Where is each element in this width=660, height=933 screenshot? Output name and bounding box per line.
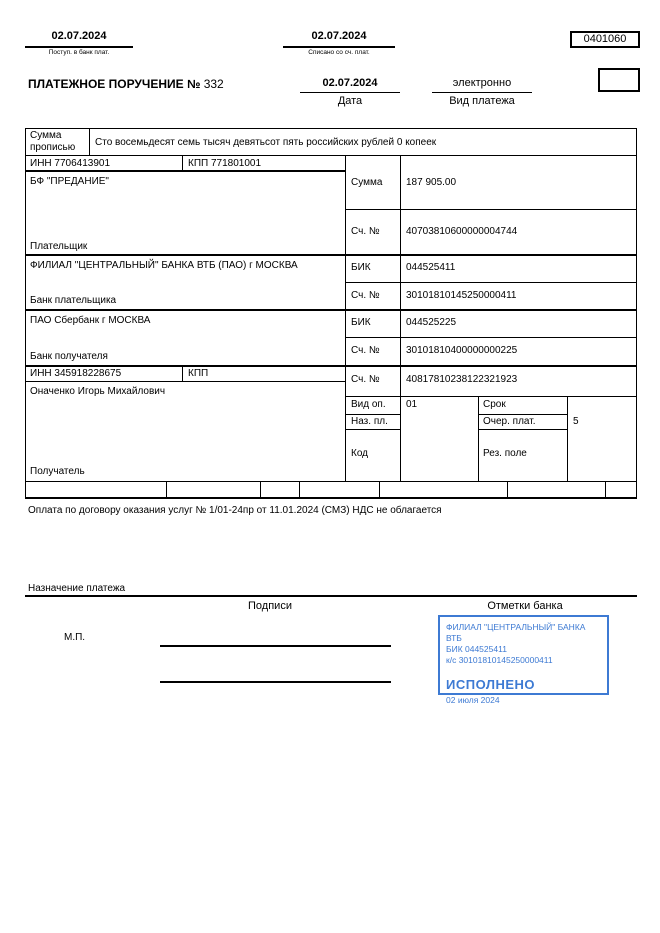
table-border bbox=[182, 155, 183, 171]
beneficiary-inn: ИНН 345918228675 bbox=[30, 368, 122, 379]
payer-label: Плательщик bbox=[30, 241, 88, 252]
payment-purpose-text: Оплата по договору оказания услуг № 1/01-24пр от 11.01.2024 (СМЗ) НДС не облагается bbox=[28, 505, 442, 516]
debited-date-value: 02.07.2024 bbox=[311, 30, 367, 42]
table-border bbox=[345, 155, 346, 481]
table-border bbox=[605, 481, 606, 497]
table-border bbox=[345, 282, 637, 283]
table-border bbox=[345, 429, 401, 430]
table-border bbox=[299, 481, 300, 497]
table-border bbox=[478, 414, 568, 415]
amount-words-value: Сто восемьдесят семь тысяч девятьсот пять российских рублей 0 копеек bbox=[95, 137, 437, 148]
stamp-bik: БИК 044525411 bbox=[446, 644, 507, 654]
payment-purpose-label: Назначение платежа bbox=[28, 583, 126, 594]
table-border bbox=[25, 481, 637, 482]
status-code-box bbox=[598, 68, 640, 92]
table-border bbox=[25, 254, 637, 256]
table-border bbox=[400, 155, 401, 481]
table-border bbox=[478, 396, 479, 481]
payment-kind-label: Вид платежа bbox=[449, 95, 515, 107]
table-border bbox=[25, 309, 637, 311]
table-border bbox=[166, 481, 167, 497]
beneficiary-bank-name: ПАО Сбербанк г МОСКВА bbox=[30, 315, 151, 326]
beneficiary-bank-label: Банк получателя bbox=[30, 351, 108, 362]
beneficiary-bank-bik: 044525225 bbox=[406, 317, 457, 328]
table-border bbox=[25, 155, 637, 156]
payer-inn: ИНН 7706413901 bbox=[30, 158, 111, 169]
payment-kind-underline bbox=[432, 92, 532, 93]
priority-label: Очер. плат. bbox=[483, 416, 536, 427]
table-border bbox=[25, 128, 637, 129]
beneficiary-account: 40817810238122321923 bbox=[406, 374, 518, 385]
table-border bbox=[636, 128, 637, 499]
table-border bbox=[25, 128, 26, 499]
bank-marks-label: Отметки банка bbox=[487, 600, 563, 612]
table-border bbox=[478, 429, 568, 430]
stamp-status: ИСПОЛНЕНО bbox=[446, 677, 536, 692]
doc-date-label: Дата bbox=[337, 95, 363, 107]
beneficiary-account-label: Сч. № bbox=[351, 374, 380, 385]
table-border bbox=[182, 365, 183, 381]
payer-bank-label: Банк плательщика bbox=[30, 295, 117, 306]
beneficiary-label: Получатель bbox=[30, 466, 85, 477]
amount-value: 187 905.00 bbox=[406, 177, 457, 188]
doc-date-underline bbox=[300, 92, 400, 93]
purpose-underline bbox=[25, 595, 637, 597]
document-title: ПЛАТЕЖНОЕ ПОРУЧЕНИЕ № bbox=[28, 77, 201, 91]
table-border bbox=[25, 381, 346, 382]
table-border bbox=[260, 481, 261, 497]
table-border bbox=[345, 337, 637, 338]
term-label: Срок bbox=[483, 399, 506, 410]
payer-bank-bik-label: БИК bbox=[351, 262, 371, 273]
table-border bbox=[89, 128, 90, 155]
op-kind-label: Вид оп. bbox=[351, 399, 386, 410]
received-date-value: 02.07.2024 bbox=[51, 30, 107, 42]
table-border bbox=[507, 481, 508, 497]
seal-place-label: М.П. bbox=[64, 632, 86, 643]
table-border bbox=[345, 209, 637, 210]
amount-words-label: Сумма прописью bbox=[30, 130, 76, 153]
beneficiary-bank-bik-label: БИК bbox=[351, 317, 371, 328]
table-border bbox=[25, 365, 637, 367]
table-border bbox=[379, 481, 380, 497]
table-border bbox=[25, 170, 346, 172]
reserve-field-label: Рез. поле bbox=[483, 448, 527, 459]
stamp-date: 02 июля 2024 bbox=[446, 695, 500, 705]
op-kind-value: 01 bbox=[406, 399, 418, 410]
doc-date-value: 02.07.2024 bbox=[322, 77, 378, 89]
beneficiary-name: Оначенко Игорь Михайлович bbox=[30, 386, 166, 397]
table-border bbox=[345, 414, 401, 415]
payer-name: БФ "ПРЕДАНИЕ" bbox=[30, 176, 109, 187]
document-number: 332 bbox=[203, 77, 224, 91]
form-code: 0401060 bbox=[583, 33, 627, 45]
beneficiary-kpp: КПП bbox=[188, 368, 209, 379]
payer-bank-bik: 044525411 bbox=[406, 262, 456, 273]
code-label: Код bbox=[351, 448, 369, 459]
payer-bank-account-label: Сч. № bbox=[351, 290, 380, 301]
stamp-corr-account: к/с 30101810145250000411 bbox=[446, 655, 553, 665]
table-border bbox=[567, 396, 568, 481]
payer-bank-name: ФИЛИАЛ "ЦЕНТРАЛЬНЫЙ" БАНКА ВТБ (ПАО) г МОСКВА bbox=[30, 260, 298, 271]
payment-kind-value: электронно bbox=[452, 77, 512, 89]
debited-date-underline bbox=[283, 46, 395, 48]
pay-name-label: Наз. пл. bbox=[351, 416, 388, 427]
received-date-label: Поступ. в банк плат. bbox=[48, 49, 110, 56]
beneficiary-bank-account-label: Сч. № bbox=[351, 345, 380, 356]
priority-value: 5 bbox=[573, 416, 579, 427]
payer-account: 40703810600000004744 bbox=[406, 226, 518, 237]
payer-kpp: КПП 771801001 bbox=[188, 158, 262, 169]
table-border bbox=[345, 396, 637, 397]
signatures-label: Подписи bbox=[248, 600, 292, 612]
signature-line-2 bbox=[160, 681, 391, 683]
payer-bank-account: 30101810145250000411 bbox=[406, 290, 517, 301]
payer-account-label: Сч. № bbox=[351, 226, 380, 237]
debited-date-label: Списано со сч. плат. bbox=[308, 49, 370, 56]
bank-stamp bbox=[438, 615, 609, 705]
form-code-box bbox=[570, 31, 640, 48]
stamp-bank-name: ФИЛИАЛ "ЦЕНТРАЛЬНЫЙ" БАНКА ВТБ bbox=[446, 622, 586, 643]
table-border bbox=[25, 497, 637, 499]
signature-line-1 bbox=[160, 645, 391, 647]
received-date-underline bbox=[25, 46, 133, 48]
beneficiary-bank-account: 30101810400000000225 bbox=[406, 345, 518, 356]
amount-label: Сумма bbox=[351, 177, 383, 188]
